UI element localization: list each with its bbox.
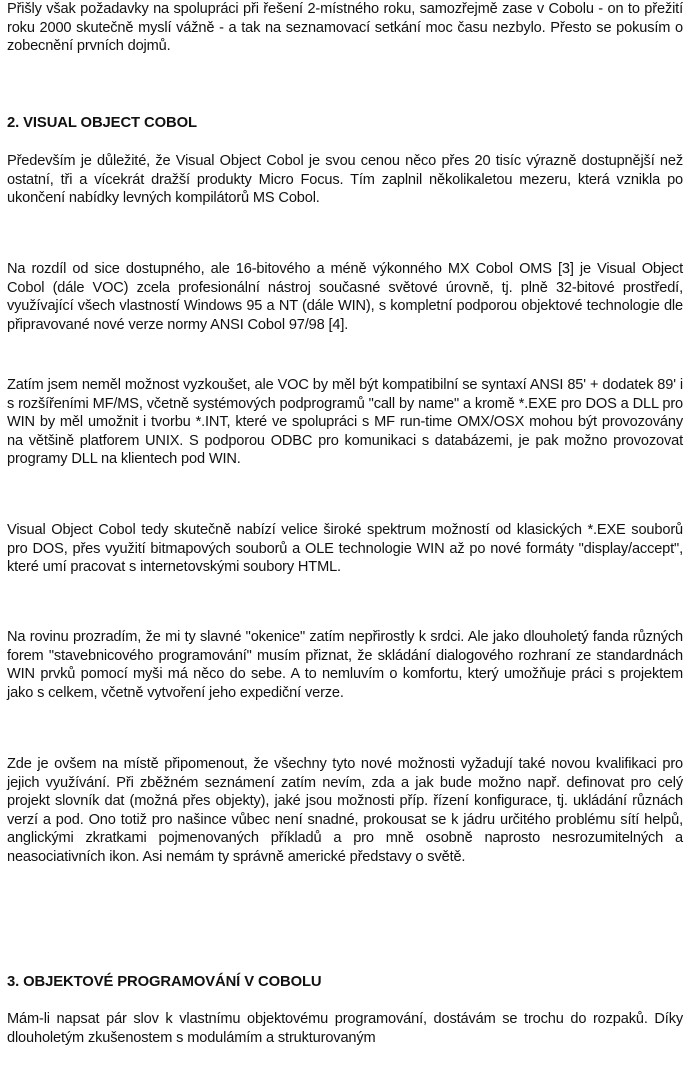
section-heading-object-programming: 3. OBJEKTOVÉ PROGRAMOVÁNÍ V COBOLU [7, 974, 322, 990]
section-heading-visual-object-cobol: 2. VISUAL OBJECT COBOL [7, 115, 197, 131]
paragraph-capabilities: Visual Object Cobol tedy skutečně nabízí velice široké spektrum možností od klasických *.EXE souborů pro DOS, přes využití bitmapových souborů a OLE technologie WIN až po nové formáty "display/accept", které umí pracovat s internetovskými soubory HTML. [7, 522, 683, 576]
intro-paragraph: Přišly však požadavky na spolupráci při řešení 2-místného roku, samozřejmě zase v Cobolu - on to přežití roku 2000 skutečně myslí vážně - a tak na seznamovací setkání moc času nezbylo. Přesto se pokusím o zobecnění prvních dojmů. [7, 1, 683, 55]
paragraph-qualification: Zde je ovšem na místě připomenout, že všechny tyto nové možnosti vyžadují také novou kvalifikaci pro jejich využívání. Při zběžném seznámení zatím nevím, zda a jak bude možno např. definovat pro celý projekt slovník dat (možná přes objekty), jaké jsou možnosti příp. řízení konfigurace, tj. ukládání různách verzí a pod. Ono totiž pro našince vůbec není snadné, prokousat se k jádru určitého problému sítí helpů, anglickými zkratkami pojmenovaných příkladů a pro mně osobně naprosto nesrozumitelných a neasociativních ikon. Asi nemám ty správně americké představy o světě. [7, 756, 683, 865]
paragraph-price: Především je důležité, že Visual Object Cobol je svou cenou něco přes 20 tisíc výrazně dostupnější než ostatní, tři a vícekrát dražší produkty Micro Focus. Tím zaplnil několikaletou mezeru, která vznikla po ukončení nabídky levných kompilátorů MS Cobol. [7, 153, 683, 207]
paragraph-windows-ui: Na rovinu prozradím, že mi ty slavné "okenice" zatím nepřirostly k srdci. Ale jako dlouholetý fanda různých forem "stavebnicového programování" musím přiznat, že skládání dialogového rozhraní ze standardnách WIN prvků pomocí myši má něco do sebe. A to nemluvím o komfortu, který umožňuje práci s projektem jako s celkem, včetně vytvoření jeho expediční verze. [7, 629, 683, 701]
paragraph-compatibility: Zatím jsem neměl možnost vyzkoušet, ale VOC by měl být kompatibilní se syntaxí ANSI 85' + dodatek 89' i s rozšířeními MF/MS, včetně systémových podprogramů "call by name" a kromě *.EXE pro DOS a DLL pro WIN by měl umožnit i tvorbu *.INT, které ve spolupráci s MF run-time OMX/OSX mohou být provozovány na většině platforem UNIX. S podporou ODBC pro komunikaci s databázemi, je pak možno provozovat programy DLL na klientech pod WIN. [7, 377, 683, 468]
paragraph-comparison: Na rozdíl od sice dostupného, ale 16-bitového a méně výkonného MX Cobol OMS [3] je Visual Object Cobol (dále VOC) zcela profesionální nástroj současné světové úrovně, tj. plně 32-bitové prostředí, využívající všech vlastností Windows 95 a NT (dále WIN), s kompletní podporou objektové technologie dle připravované nové verze normy ANSI Cobol 97/98 [4]. [7, 261, 683, 333]
paragraph-object-programming: Mám-li napsat pár slov k vlastnímu objektovému programování, dostávám se trochu do rozpaků. Díky dlouholetým zkušenostem s modulámím a strukturovaným [7, 1011, 683, 1046]
